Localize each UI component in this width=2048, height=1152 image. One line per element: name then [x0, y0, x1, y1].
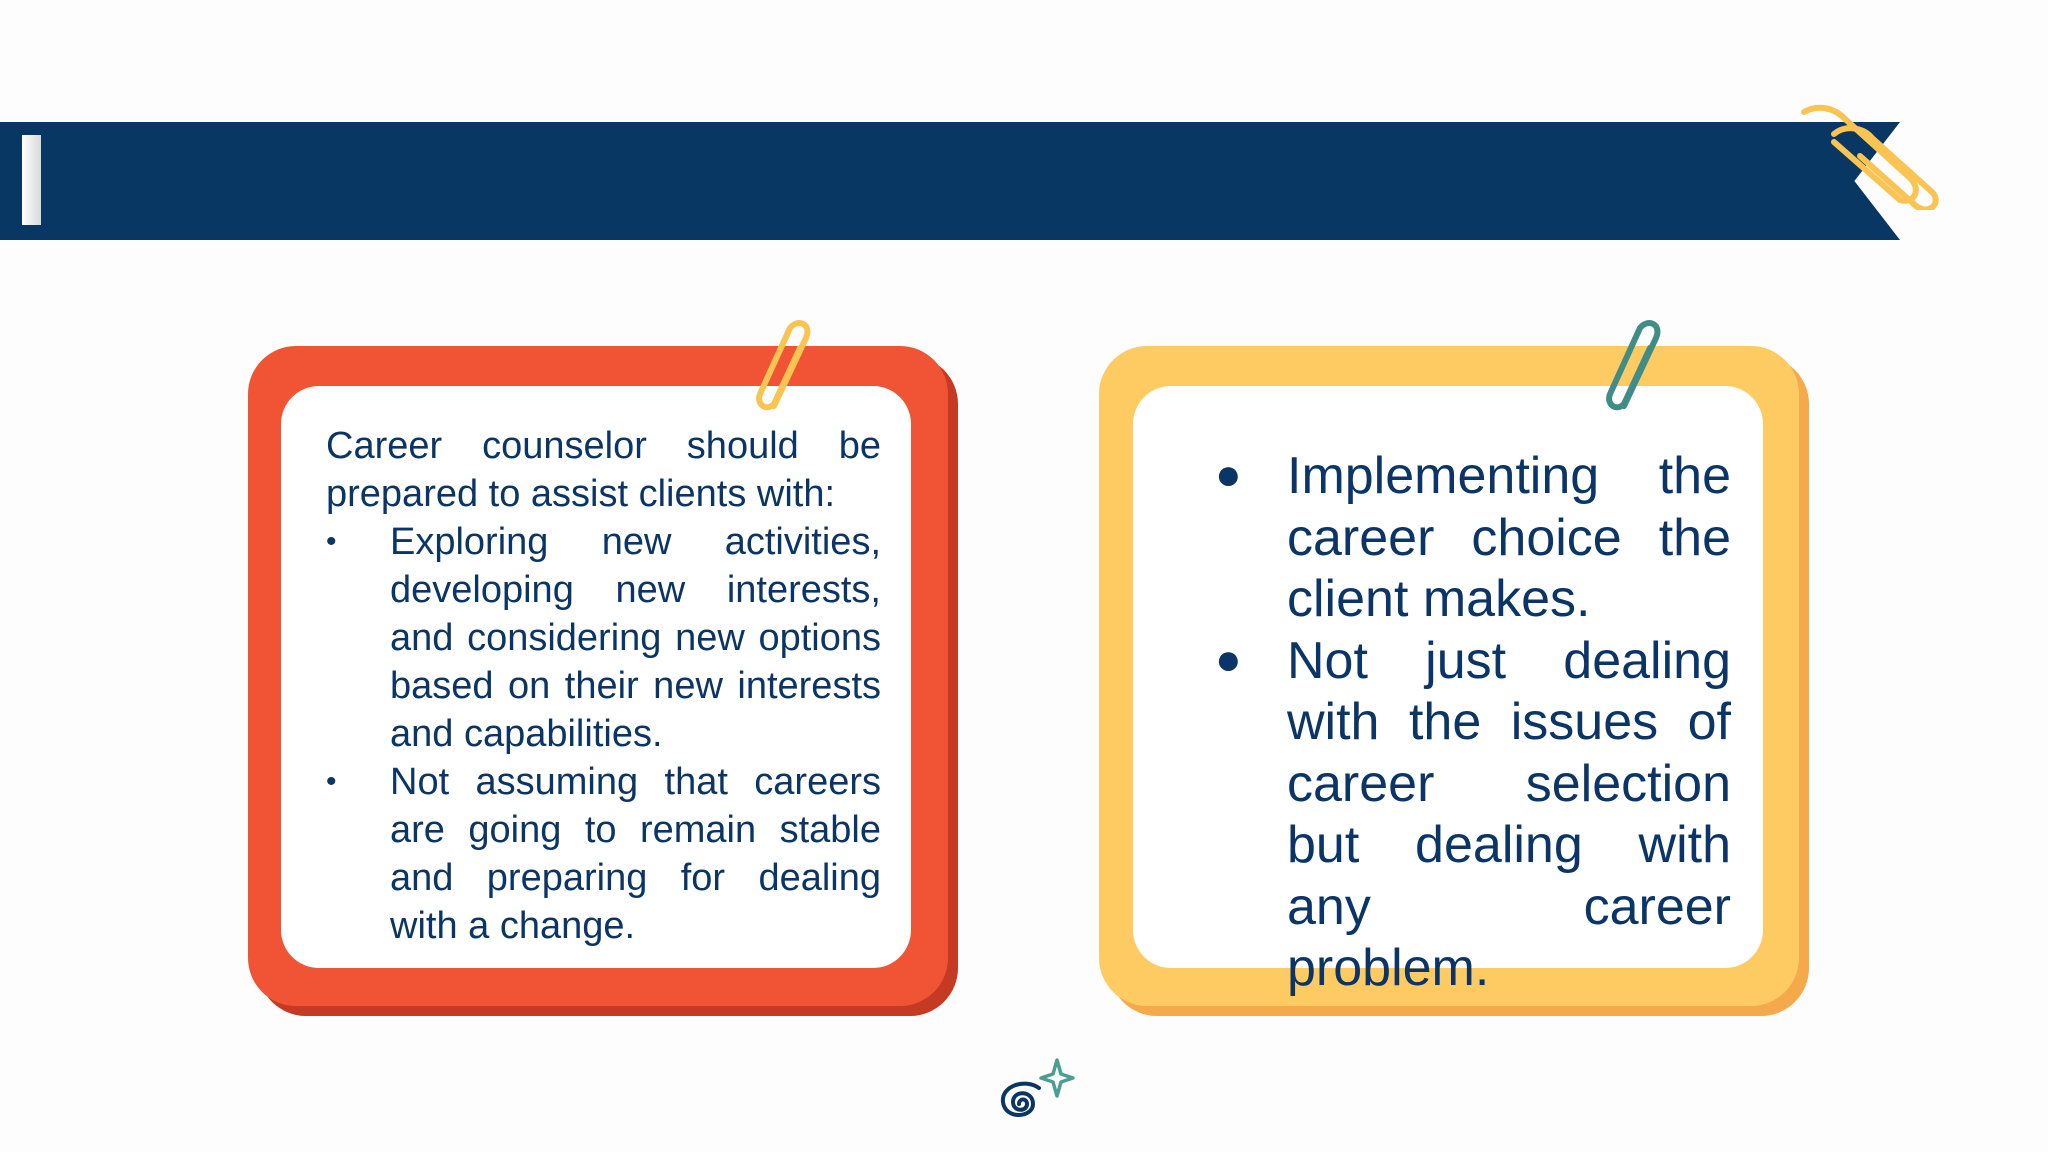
list-item — [1175, 446, 1731, 631]
right-card-content — [1133, 386, 1763, 997]
bullet-icon: ● — [1215, 634, 1242, 684]
title-banner — [0, 122, 1900, 240]
left-bullet-list — [326, 518, 881, 950]
bullet-text: Implementing the career choice the client makes. — [1287, 447, 1731, 628]
list-item — [326, 758, 881, 950]
list-item — [1175, 631, 1731, 1000]
list-item — [326, 518, 881, 758]
banner-accent-bar — [22, 135, 41, 225]
left-card-intro — [326, 422, 881, 518]
swirl-sparkle-icon — [985, 1052, 1085, 1132]
bullet-text: Not assuming that careers are going to remain stable and preparing for dealing with a change. — [390, 761, 881, 947]
left-card-content — [281, 386, 911, 968]
paperclip-icon — [1604, 318, 1674, 418]
bullet-text: Exploring new activities, developing new interests, and considering new options based on their new interests and capabilities. — [390, 521, 881, 755]
intro-line-1: Career counselor should be — [326, 425, 881, 467]
right-bullet-list — [1175, 446, 1731, 1000]
bullet-icon: • — [326, 525, 337, 558]
paperclip-icon — [754, 318, 824, 418]
bullet-icon: ● — [1215, 450, 1242, 499]
banner-paperclips-icon — [1790, 100, 1940, 210]
intro-line-2: prepared to assist clients with: — [326, 473, 836, 515]
bullet-icon: • — [326, 765, 337, 798]
bullet-text: Not just dealing with the issues of career selection but dealing with any career problem. — [1287, 631, 1731, 997]
